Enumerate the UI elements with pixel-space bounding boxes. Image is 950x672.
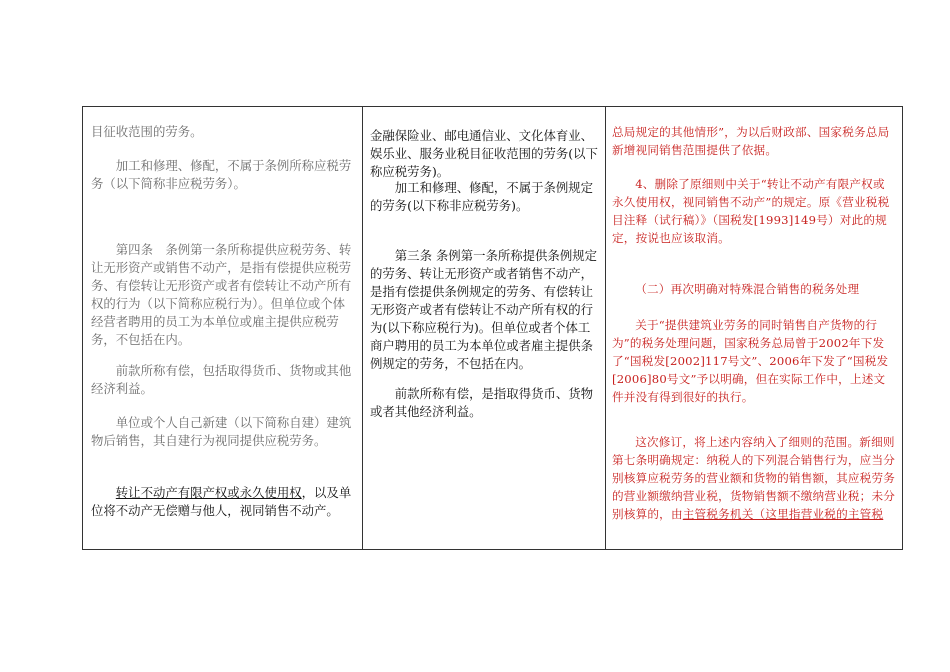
paragraph: 单位或个人自己新建（以下简称自建）建筑物后销售，其自建行为视同提供应税劳务。 [91,415,352,448]
paragraph-text: ，以及单位将不动产无偿赠与他人，视同销售不动产。 [91,485,352,518]
paragraph [612,433,896,523]
paragraph: 加工和修理、修配，不属于条例所称应税劳务（以下简称非应税劳务）。 [91,158,352,191]
paragraph: 金融保险业、邮电通信业、文化体育业、娱乐业、服务业税目征收范围的劳务(以下称应税劳务)。 [370,128,598,179]
section-heading: （二）再次明确对特殊混合销售的税务处理 [635,282,860,296]
paragraph: 第三条 条例第一条所称提供条例规定的劳务、转让无形资产或者销售不动产，是指有偿提供条例规定的劳务、有偿转让无形资产或者有偿转让不动产所有权的行为(以下称应税行为)。但单位或者个体工商户聘用的员工为本单位或者雇主提供条例规定的劳务，不包括在内。 [370,248,597,371]
underlined-text: 转让不动产有限产权或永久使用权 [115,485,302,500]
paragraph: 目征收范围的劳务。 [91,124,203,139]
paragraph: 第四条 条例第一条所称提供应税劳务、转让无形资产或销售不动产，是指有偿提供应税劳务、有偿转让无形资产或者有偿转让不动产所有权的行为（以下简称应税行为）。但单位或个体经营者聘用的员工为本单位或雇主提供应税劳务，不包括在内。 [91,242,352,347]
paragraph: 4、删除了原细则中关于“转让不动产有限产权或永久使用权，视同销售不动产”的规定。原《营业税税目注释（试行稿）》（国税发[1993]149号）对此的规定，按说也应该取消。 [612,177,890,245]
paragraph: 前款所称有偿，是指取得货币、货物或者其他经济利益。 [370,386,594,419]
underlined-text: 主管税务机关（这里指营业税的主管税 [682,507,884,521]
paragraph: 前款所称有偿，包括取得货币、货物或其他经济利益。 [91,363,352,396]
column-divider [605,107,606,549]
column-divider [362,107,363,549]
comparison-table [82,106,903,550]
paragraph: 总局规定的其他情形”，为以后财政部、国家税务总局新增视同销售范围提供了依据。 [612,125,890,157]
paragraph: 关于“提供建筑业劳务的同时销售自产货物的行为”的税务处理问题，国家税务总局曾于2002年下发了“国税发[2002]117号文”、2006年下发了“国税发[2006]80号文”予以明确，但在实际工作中，上述文件并没有得到很好的执行。 [612,318,889,404]
paragraph [91,484,357,520]
paragraph-text: 这次修订，将上述内容纳入了细则的范围。新细则第七条明确规定：纳税人的下列混合销售行为，应当分别核算应税劳务的营业额和货物的销售额，其应税劳务的营业额缴纳营业税，货物销售额不缴纳营业税；未分别核算的，由 [612,435,896,521]
paragraph: 加工和修理、修配，不属于条例规定的劳务(以下称非应税劳务)。 [370,180,594,213]
